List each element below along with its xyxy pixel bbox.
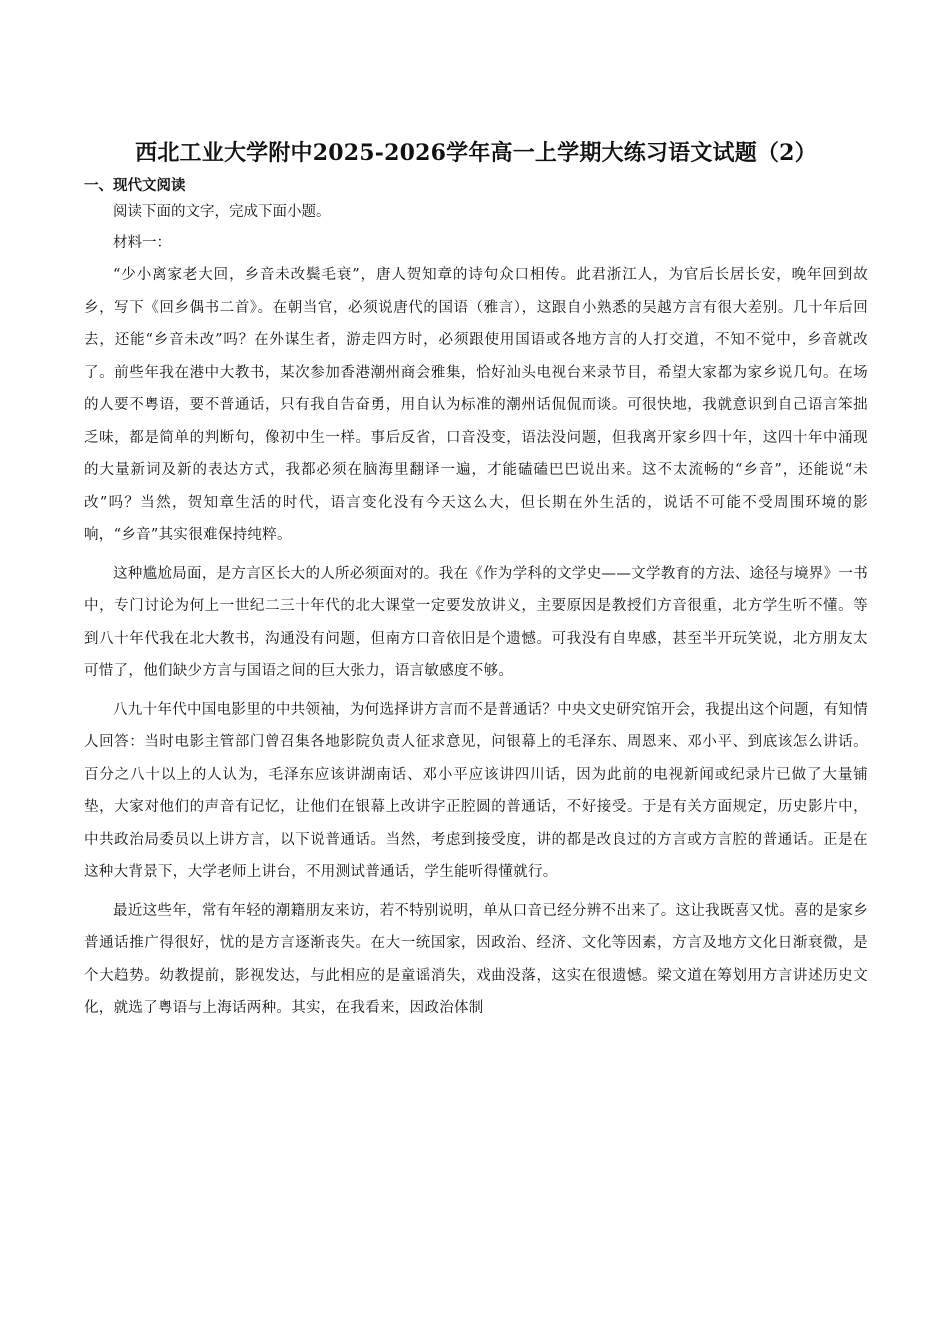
- paragraph-2: 这种尴尬局面，是方言区长大的人所必须面对的。我在《作为学科的文学史——文学教育的方法、途径与境界》一书中，专门讨论为何上一世纪二三十年代的北大课堂一定要发放讲义，主要原因是教授们方音很重，北方学生听不懂。等到八十年代我在北大教书，沟通没有问题，但南方口音依旧是个遗憾。可我没有自卑感，甚至半开玩笑说，北方朋友太可惜了，他们缺少方言与国语之间的巨大张力，语言敏感度不够。: [84, 565, 868, 679]
- page-title: 西北工业大学附中2025-2026学年高一上学期大练习语文试题（2）: [135, 140, 817, 166]
- paragraph-4: 最近这些年，常有年轻的潮籍朋友来访，若不特别说明，单从口音已经分辨不出来了。这让我既喜又忧。喜的是家乡普通话推广得很好，忧的是方言逐渐丧失。在大一统国家，因政治、经济、文化等因素，方言及地方文化日渐衰微，是个大趋势。幼教提前，影视发达，与此相应的是童谣消失，戏曲没落，这实在很遗憾。梁文道在筹划用方言讲述历史文化，就选了粤语与上海话两种。其实，在我看来，因政治体制: [84, 902, 868, 1016]
- paragraph-3: 八九十年代中国电影里的中共领袖，为何选择讲方言而不是普通话？中央文史研究馆开会，我提出这个问题，有知情人回答：当时电影主管部门曾召集各地影院负责人征求意见，问银幕上的毛泽东、周恩来、邓小平、到底该怎么讲话。百分之八十以上的人认为，毛泽东应该讲湖南话、邓小平应该讲四川话，因为此前的电视新闻或纪录片已做了大量铺垫，大家对他们的声音有记忆，让他们在银幕上改讲字正腔圆的普通话，不好接受。于是有关方面规定，历史影片中，中共政治局委员以上讲方言，以下说普通话。当然，考虑到接受度，讲的都是改良过的方言或方言腔的普通话。正是在这种大背景下，大学老师上讲台，不用测试普通话，学生能听得懂就行。: [84, 701, 868, 880]
- paragraph-1: “少小离家老大回，乡音未改鬓毛衰”，唐人贺知章的诗句众口相传。此君浙江人，为官后长居长安，晚年回到故乡，写下《回乡偶书二首》。在朝当官，必须说唐代的国语（雅言），这跟自小熟悉的吴越方言有很大差别。几十年后回去，还能“乡音未改”吗？在外谋生者，游走四方时，必须跟使用国语或各地方言的人打交道，不知不觉中，乡音就改了。前些年我在港中大教书，某次参加香港潮州商会雅集，恰好汕头电视台来录节目，希望大家都为家乡说几句。在场的人要不粤语，要不普通话，只有我自告奋勇，用自认为标准的潮州话侃侃而谈。可很快地，我就意识到自己语言笨拙乏味，都是简单的判断句，像初中生一样。事后反省，口音没变，语法没问题，但我离开家乡四十年，这四十年中涌现的大量新词及新的表达方式，我都必须在脑海里翻译一遍，才能磕磕巴巴说出来。这不太流畅的“乡音”，还能说“未改”吗？当然，贺知章生活的时代，语言变化没有今天这么大，但长期在外生活的，说话不可能不受周围环境的影响，“乡音”其实很难保持纯粹。: [84, 267, 868, 543]
- section-heading: 一、现代文阅读: [84, 178, 186, 194]
- material-label: 材料一：: [113, 235, 171, 251]
- document-page: [84, 133, 868, 1031]
- instruction-text: 阅读下面的文字，完成下面小题。: [113, 204, 331, 220]
